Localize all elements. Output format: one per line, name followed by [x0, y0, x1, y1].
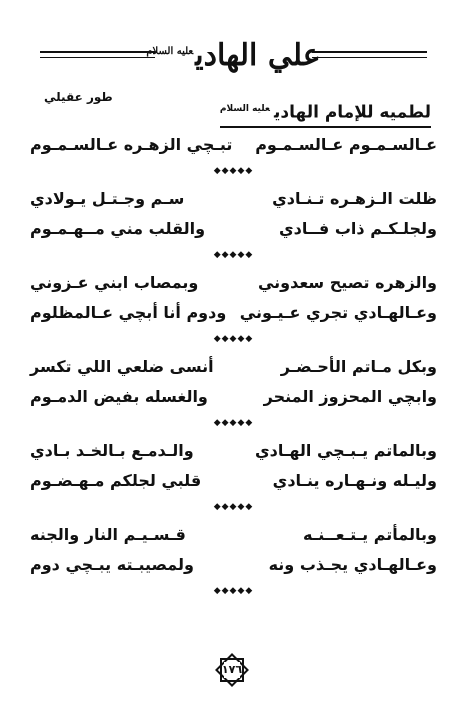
- verse-right-half: وابچي المحزوز المنحر: [263, 387, 437, 406]
- verse-left-half: والغسله بفيض الدمـوم: [30, 387, 208, 406]
- verse-right-half: عـالسـمـوم عـالسـمـوم: [255, 135, 437, 154]
- stanza-divider: ◆◆◆◆◆: [213, 250, 254, 260]
- poem-title-text: لطميه للإمام الهادي: [273, 102, 431, 123]
- verses: [30, 130, 437, 604]
- poem-title-honorific: عليه السلام: [219, 104, 270, 114]
- verse-left-half: والـدمـع بـالخـد بـادي: [30, 441, 194, 460]
- verse-right-half: والزهره تصيح سعدوني: [257, 273, 437, 292]
- stanza-divider: ◆◆◆◆◆: [213, 166, 254, 176]
- verse-right-half: وعـالهـادي يجـذب ونه: [268, 555, 437, 574]
- verse-left-half: قـسـيـم النار والجنه: [30, 525, 186, 544]
- verse-left-half: ودوم أنا أبچي عـالمظلوم: [30, 303, 227, 322]
- verse-line: [30, 184, 437, 214]
- verse-line: [30, 520, 437, 550]
- verse-line: [30, 268, 437, 298]
- verse-line: [30, 352, 437, 382]
- verse-right-half: وعـالهـادي تجري عـيـوني: [239, 303, 437, 322]
- verse-right-half: ولجلـكـم ذاب فــادي: [278, 219, 437, 238]
- verse-right-half: وليـله ونـهـاره ينـادي: [272, 471, 437, 490]
- verse-left-half: والقلب مني مــهـمـوم: [30, 219, 206, 238]
- page-header-title: [0, 32, 467, 76]
- verse-line: [30, 436, 437, 466]
- verse-line: [30, 550, 437, 580]
- stanza-5: [30, 436, 437, 496]
- verse-line: [30, 298, 437, 328]
- stanza-1: [30, 130, 437, 160]
- stanza-4: [30, 352, 437, 412]
- stanza-divider: ◆◆◆◆◆: [213, 502, 254, 512]
- header-title-text: علي الهادي: [195, 38, 321, 73]
- stanza-divider: ◆◆◆◆◆: [213, 334, 254, 344]
- page-number-emblem: [214, 652, 250, 688]
- verse-right-half: وبالمأتم يـتـعــنـه: [303, 525, 437, 544]
- stanza-6: [30, 520, 437, 580]
- verse-line: [30, 130, 437, 160]
- poem-title: [220, 98, 431, 128]
- verse-line: [30, 382, 437, 412]
- stanza-2: [30, 184, 437, 244]
- header-honorific: عليه السلام: [146, 46, 194, 57]
- verse-line: [30, 466, 437, 496]
- verse-line: [30, 214, 437, 244]
- verse-left-half: ولمصيبـته يبـچي دوم: [30, 555, 194, 574]
- verse-right-half: ظلت الـزهـره تـنـادي: [272, 189, 437, 208]
- verse-left-half: سـم وجـتـل يـولادي: [30, 189, 185, 208]
- verse-right-half: وبكل مـاتم الأحـضـر: [280, 357, 437, 376]
- stanza-divider: ◆◆◆◆◆: [213, 586, 254, 596]
- page-number: ١٧٦: [221, 663, 243, 676]
- melody-label: طور عقيلي: [44, 90, 113, 104]
- verse-left-half: تبـچي الزهـره عـالسـمـوم: [30, 135, 233, 154]
- verse-left-half: قلبي لجلكم مـهـضـوم: [30, 471, 202, 490]
- stanza-3: [30, 268, 437, 328]
- stanza-divider: ◆◆◆◆◆: [213, 418, 254, 428]
- verse-left-half: أنسى ضلعي اللي تكسر: [30, 357, 214, 376]
- verse-right-half: وبالماتم يـبـچي الهـادي: [255, 441, 437, 460]
- verse-left-half: وبمصاب ابني عـزوني: [30, 273, 199, 292]
